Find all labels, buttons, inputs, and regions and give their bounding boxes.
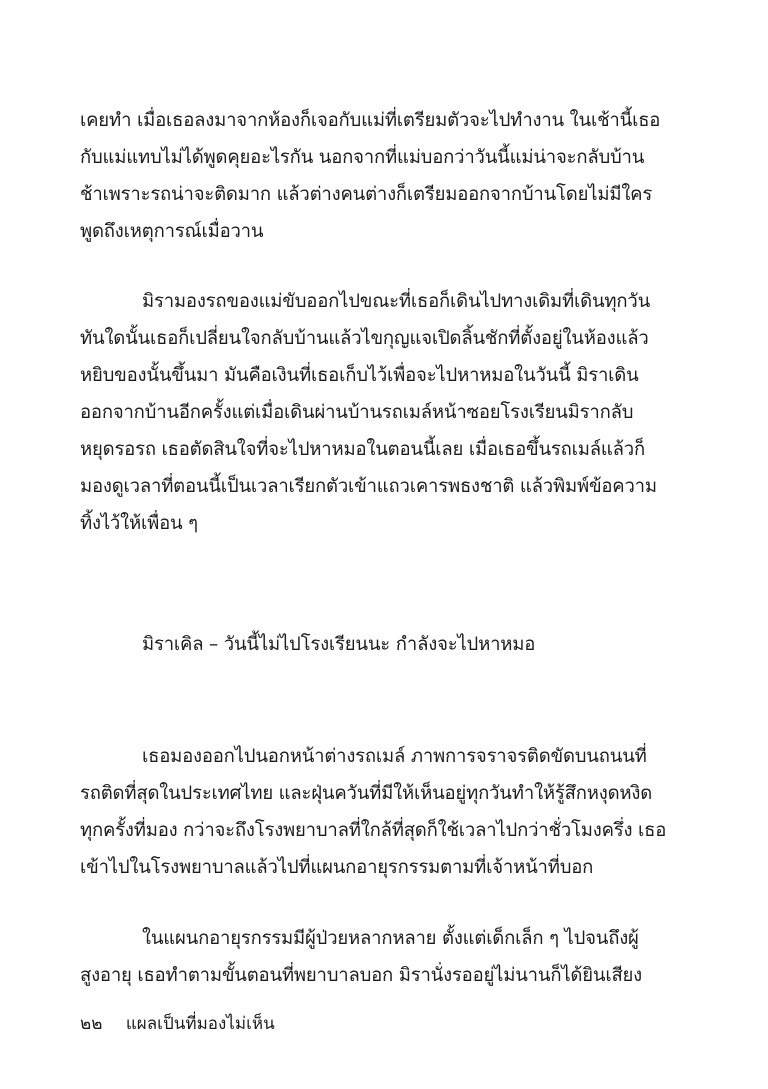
text-line: ช้าเพราะรถน่าจะติดมาก แล้วต่างคนต่างก็เตรียมออกจากบ้านโดยไม่มีใคร bbox=[80, 184, 653, 205]
text-line: ในแผนกอายุรกรรมมีผู้ป่วยหลากหลาย ตั้งแต่เด็กเล็ก ๆ ไปจนถึงผู้ bbox=[142, 928, 639, 949]
text-line: ทันใดนั้นเธอก็เปลี่ยนใจกลับบ้านแล้วไขกุญแจเปิดลิ้นชักที่ตั้งอยู่ในห้องแล้ว bbox=[80, 328, 649, 349]
text-line: พูดถึงเหตุการณ์เมื่อวาน bbox=[80, 221, 264, 242]
paragraph-4 bbox=[80, 920, 690, 994]
text-line: มิรามองรถของแม่ขับออกไปขณะที่เธอก็เดินไปทางเดิมที่เดินทุกวัน bbox=[142, 291, 651, 312]
page-number: ๒๒ bbox=[80, 1014, 103, 1034]
text-line: รถติดที่สุดในประเทศไทย และฝุ่นควันที่มีให้เห็นอยู่ทุกวันทำให้รู้สึกหงุดหงิด bbox=[80, 783, 653, 804]
text-line: เธอมองออกไปนอกหน้าต่างรถเมล์ ภาพการจราจรติดขัดบนถนนที่ bbox=[142, 746, 647, 767]
text-line: เข้าไปในโรงพยาบาลแล้วไปที่แผนกอายุรกรรมตามที่เจ้าหน้าที่บอก bbox=[80, 857, 594, 878]
paragraph-3 bbox=[80, 738, 690, 886]
text-line: สูงอายุ เธอทำตามขั้นตอนที่พยาบาลบอก มิรานั่งรออยู่ไม่นานก็ได้ยินเสียง bbox=[80, 965, 643, 986]
paragraph-1 bbox=[80, 102, 690, 250]
book-title: แผลเป็นที่มองไม่เห็น bbox=[125, 1014, 275, 1034]
text-line: ทุกครั้งที่มอง กว่าจะถึงโรงพยาบาลที่ใกล้ที่สุดก็ใช้เวลาไปกว่าชั่วโมงครึ่ง เธอ bbox=[80, 820, 667, 841]
message-text: มิราเคิล – วันนี้ไม่ไปโรงเรียนนะ กำลังจะไปหาหมอ bbox=[142, 634, 536, 655]
text-line: มองดูเวลาที่ตอนนี้เป็นเวลาเรียกตัวเข้าแถวเคารพธงชาติ แล้วพิมพ์ข้อความ bbox=[80, 476, 657, 497]
text-line: เคยทำ เมื่อเธอลงมาจากห้องก็เจอกับแม่ที่เตรียมตัวจะไปทำงาน ในเช้านี้เธอ bbox=[80, 110, 661, 131]
text-line: หยุดรอรถ เธอตัดสินใจที่จะไปหาหมอในตอนนี้เลย เมื่อเธอขึ้นรถเมล์แล้วก็ bbox=[80, 439, 645, 460]
text-line: หยิบของนั้นขึ้นมา มันคือเงินที่เธอเก็บไว้เพื่อจะไปหาหมอในวันนี้ มิราเดิน bbox=[80, 365, 639, 386]
chat-message bbox=[80, 626, 690, 663]
text-line: ทิ้งไว้ให้เพื่อน ๆ bbox=[80, 513, 198, 534]
paragraph-2 bbox=[80, 283, 690, 542]
text-line: กับแม่แทบไม่ได้พูดคุยอะไรกัน นอกจากที่แม่บอกว่าวันนี้แม่น่าจะกลับบ้าน bbox=[80, 147, 645, 168]
page-footer bbox=[80, 1012, 275, 1036]
text-line: ออกจากบ้านอีกครั้งแต่เมื่อเดินผ่านบ้านรถเมล์หน้าซอยโรงเรียนมิรากลับ bbox=[80, 402, 634, 423]
